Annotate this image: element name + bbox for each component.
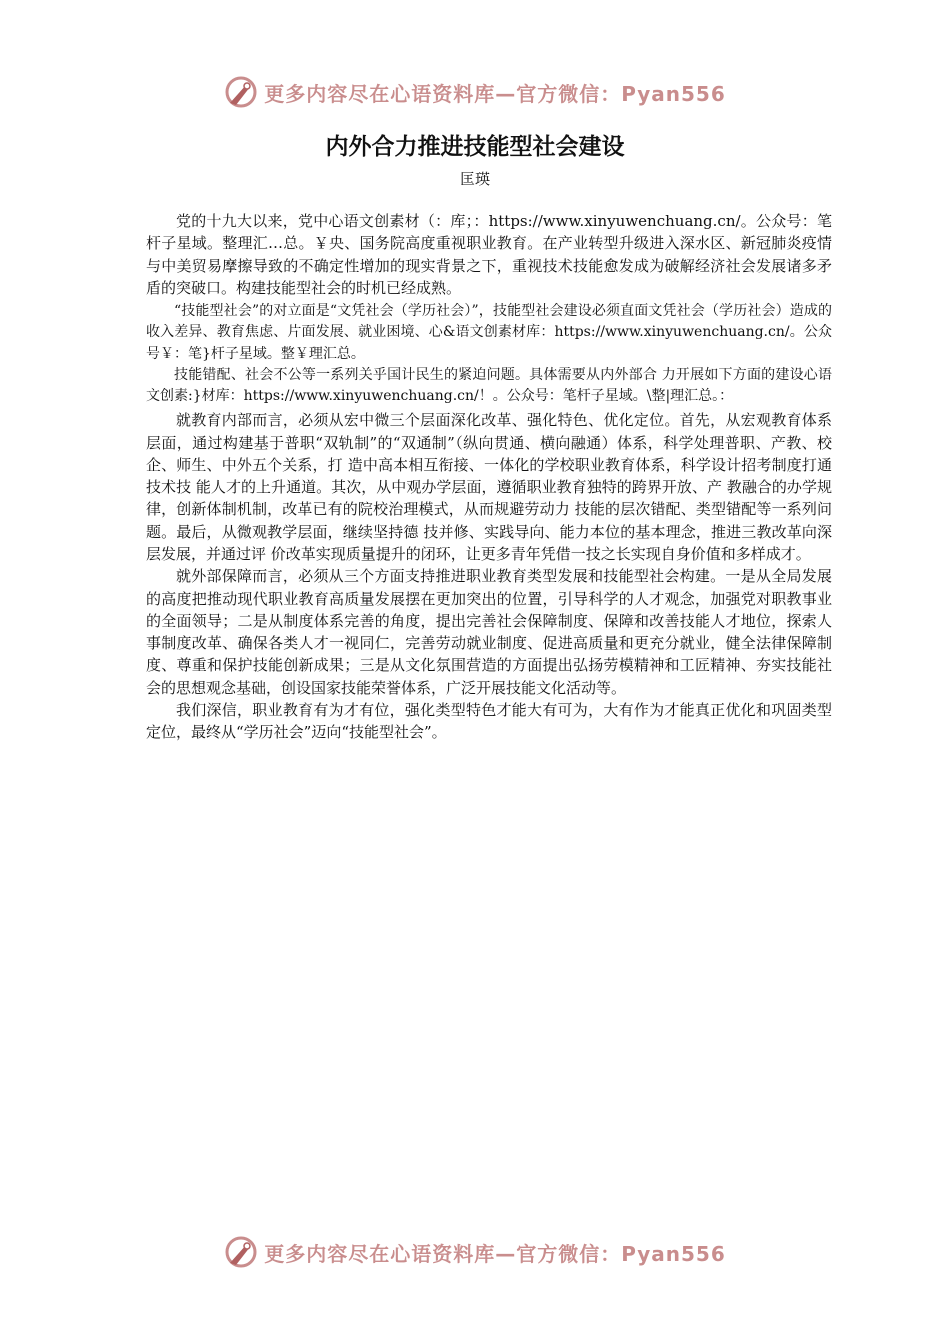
watermark-banner-top (0, 72, 950, 112)
paragraph: 我们深信，职业教育有为才有位，强化类型特色才能大有可为，大有作为才能真正优化和巩固类型定位，最终从“学历社会”迈向“技能型社会”。 (146, 701, 832, 742)
pen-nib-circle-logo-icon (224, 75, 258, 109)
paragraph: 就外部保障而言，必须从三个方面支持推进职业教育类型发展和技能型社会构建。一是从全局发展的高度把推动现代职业教育高质量发展摆在更加突出的位置，引导科学的人才观念，加强党对职教事业的全面领导；二是从制度体系完善的角度，提出完善社会保障制度、保障和改善技能人才地位，探索人事制度改革、确保各类人才一视同仁，完善劳动就业制度、促进高质量和更充分就业，健全法律保障制度、尊重和保护技能创新成果；三是从文化氛围营造的方面提出弘扬劳模精神和工匠精神、夯实技能社会的思想观念基础，创设国家技能荣誉体系，广泛开展技能文化活动等。 (146, 567, 832, 697)
watermark-banner-bottom (0, 1232, 950, 1272)
paragraph: “技能型社会”的对立面是“文凭社会（学历社会）”，技能型社会建设必须直面文凭社会（学历社会）造成的收入差异、教育焦虑、片面发展、就业困境、心&语文创素材库：https://www.xinyuwenchuang.cn/。公众号￥：笔}杆子星域。整￥理汇总。 (146, 303, 832, 362)
watermark-text: 更多内容尽在心语资料库—官方微信：Pyan556 (264, 81, 726, 106)
watermark-text: 更多内容尽在心语资料库—官方微信：Pyan556 (264, 1241, 726, 1266)
paragraph: 技能错配、社会不公等一系列关乎国计民生的紧迫问题。具体需要从内外部合 力开展如下方面的建设心语文创素:}材库：https://www.xinyuwenchuang.cn/！。公众号：笔杆子星域。\整|理汇总。： (146, 366, 832, 404)
document-author: 匡瑛 (459, 170, 490, 188)
paragraph: 党的十九大以来，党中心语文创素材（：库；：https://www.xinyuwenchuang.cn/。公众号：笔杆子星域。整理汇…总。￥央、国务院高度重视职业教育。在产业转型升级进入深水区、新冠肺炎疫情与中美贸易摩擦导致的不确定性增加的现实背景之下，重视技术技能愈发成为破解经济社会发展诸多矛盾的突破口。构建技能型社会的时机已经成熟。 (146, 212, 832, 297)
document-body (146, 210, 832, 744)
paragraph: 就教育内部而言，必须从宏中微三个层面深化改革、强化特色、优化定位。首先，从宏观教育体系层面，通过构建基于普职“双轨制”的“双通制”（纵向贯通、横向融通）体系，科学处理普职、产教、校企、师生、中外五个关系，打 造中高本相互衔接、一体化的学校职业教育体系，科学设计招考制度打通技术技 能人才的上升通道。其次，从中观办学层面，遵循职业教育独特的跨界开放、产 教融合的办学规律，创新体制机制，改革已有的院校治理模式，从而规避劳动力 技能的层次错配、类型错配等一系列问题。最后，从微观教学层面，继续坚持德 技并修、实践导向、能力本位的基本理念，推进三教改革向深层发展，并通过评 价改革实现质量提升的闭环，让更多青年凭借一技之长实现自身价值和多样成才。 (146, 411, 832, 563)
document-title: 内外合力推进技能型社会建设 (325, 134, 625, 160)
pen-nib-circle-logo-icon (224, 1235, 258, 1269)
